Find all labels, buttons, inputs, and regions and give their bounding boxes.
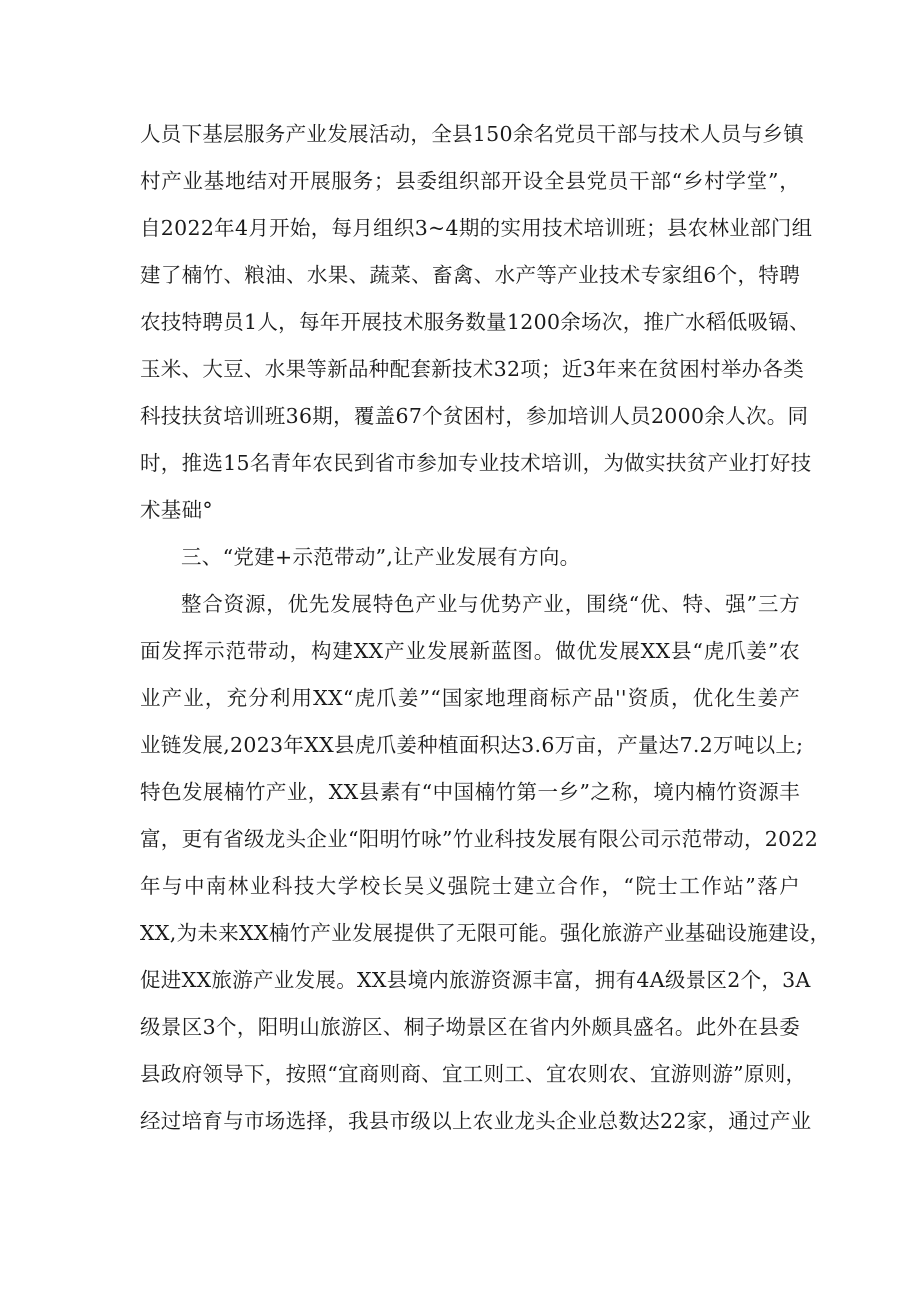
body-text-line: 县政府领导下，按照“宜商则商、宜工则工、宜农则农、宜游则游”原则， bbox=[140, 1062, 807, 1086]
body-text-line: 整合资源，优先发展特色产业与优势产业，围绕“优、特、强”三方 bbox=[181, 592, 800, 616]
body-text-line: 面发挥示范带动，构建XX产业发展新蓝图。做优发展XX县“虎爪姜”农 bbox=[140, 639, 800, 663]
body-text-line: 人员下基层服务产业发展活动，全县150余名党员干部与技术人员与乡镇 bbox=[140, 122, 805, 146]
body-text-line: 级景区3个，阳明山旅游区、桐子坳景区在省内外颇具盛名。此外在县委 bbox=[140, 1015, 800, 1039]
body-text-line: 村产业基地结对开展服务；县委组织部开设全县党员干部“乡村学堂”， bbox=[140, 169, 800, 193]
body-text-line: 业产业，充分利用XX“虎爪姜”“国家地理商标产品''资质，优化生姜产 bbox=[140, 686, 800, 710]
body-text-line: 自2022年4月开始，每月组织3~4期的实用技术培训班；县农林业部门组 bbox=[140, 216, 813, 240]
body-text-line: XX,为未来XX楠竹产业发展提供了无限可能。强化旅游产业基础设施建设， bbox=[140, 921, 831, 945]
body-text-line: 特色发展楠竹产业，XX县素有“中国楠竹第一乡”之称，境内楠竹资源丰 bbox=[140, 780, 800, 804]
body-text-line: 农技特聘员1人，每年开展技术服务数量1200余场次，推广水稻低吸镉、 bbox=[140, 310, 810, 334]
body-text-line: 富，更有省级龙头企业“阳明竹咏”竹业科技发展有限公司示范带动，2022 bbox=[140, 827, 819, 851]
body-text-line: 经过培育与市场选择，我县市级以上农业龙头企业总数达22家，通过产业 bbox=[140, 1109, 812, 1133]
body-text-line: 玉米、大豆、水果等新品种配套新技术32项；近3年来在贫困村举办各类 bbox=[140, 357, 805, 381]
section-heading: 三、“党建+示范带动”,让产业发展有方向。 bbox=[181, 545, 581, 569]
body-text-line: 建了楠竹、粮油、水果、蔬菜、畜禽、水产等产业技术专家组6个，特聘 bbox=[140, 263, 800, 287]
body-text-line: 时，推选15名青年农民到省市参加专业技术培训，为做实扶贫产业打好技 bbox=[140, 451, 812, 475]
body-text-line: 科技扶贫培训班36期，覆盖67个贫困村，参加培训人员2000余人次。同 bbox=[140, 404, 809, 428]
body-text-line: 促进XX旅游产业发展。XX县境内旅游资源丰富，拥有4A级景区2个，3A bbox=[140, 968, 811, 992]
body-text-line: 业链发展,2023年XX县虎爪姜种植面积达3.6万亩，产量达7.2万吨以上; bbox=[140, 733, 804, 757]
body-text-line: 术基础° bbox=[140, 498, 213, 522]
body-text-line: 年与中南林业科技大学校长吴义强院士建立合作，“院士工作站”落户 bbox=[140, 874, 800, 898]
